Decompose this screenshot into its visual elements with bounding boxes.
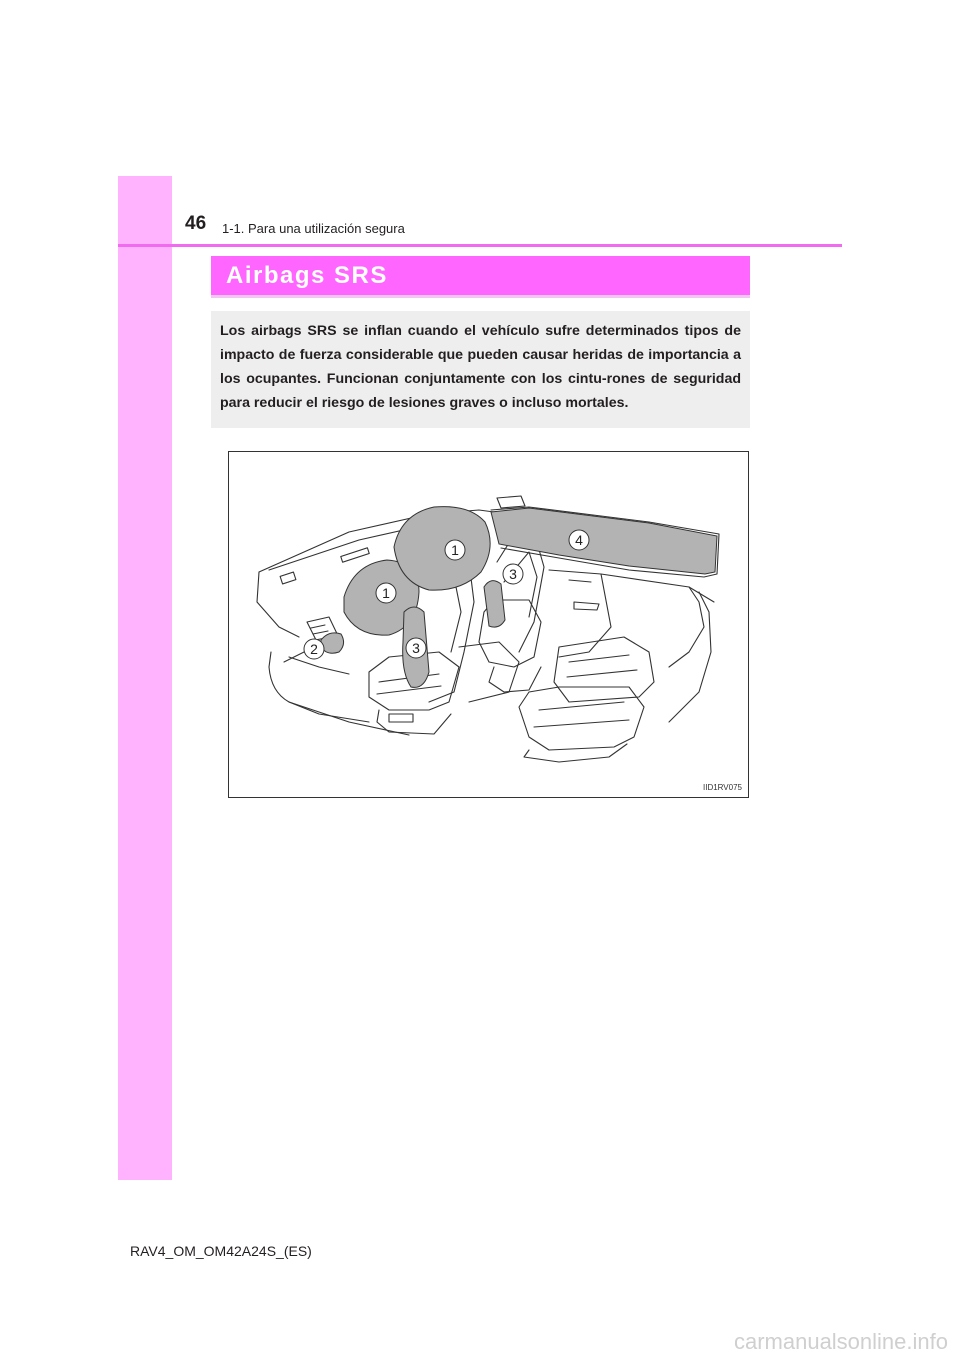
- figure-code: IID1RV075: [703, 783, 742, 792]
- footer-manual-code: RAV4_OM_OM42A24S_(ES): [130, 1243, 312, 1259]
- passenger-airbag: [394, 507, 490, 591]
- title-bar: [211, 256, 750, 295]
- rear-seat: [554, 637, 654, 702]
- car-interior-drawing: [229, 452, 748, 797]
- callout-label-4: 4: [575, 532, 583, 548]
- callout-label-1a: 1: [451, 542, 459, 558]
- intro-box: [211, 311, 750, 428]
- callout-label-3b: 3: [509, 566, 517, 582]
- callout-label-3a: 3: [412, 640, 420, 656]
- curtain-airbag: [491, 508, 717, 574]
- callout-label-2: 2: [310, 641, 318, 657]
- intro-text: Los airbags SRS se inflan cuando el vehículo sufre determinados tipos de impacto de fuerza considerable que pueden causar heridas de importancia a los ocupantes. Funcionan conjuntamente con los cintu-rones de seguridad para reducir el riesgo de lesiones graves o incluso mortales.: [220, 323, 741, 411]
- page-title: Airbags SRS: [226, 262, 388, 289]
- side-tab: [118, 176, 172, 1180]
- callout-label-1b: 1: [382, 585, 390, 601]
- page-number: 46: [185, 213, 207, 234]
- airbag-illustration: [228, 451, 749, 798]
- header-rule: [118, 244, 842, 247]
- side-airbag-passenger: [484, 581, 505, 628]
- section-title: 1-1. Para una utilización segura: [222, 221, 405, 236]
- watermark: carmanualsonline.info: [733, 1329, 948, 1354]
